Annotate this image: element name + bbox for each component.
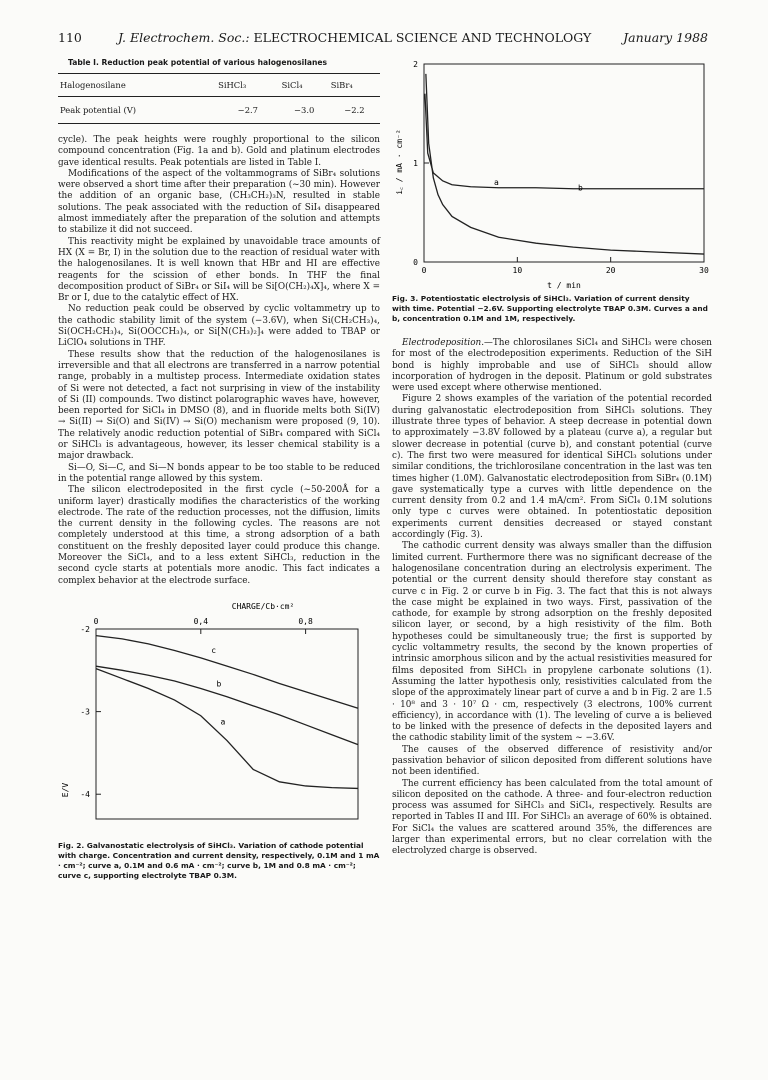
journal-title (118, 30, 591, 45)
fig2-curve-label: b (216, 679, 222, 689)
table1-caption: Table I. Reduction peak potential of various halogenosilanes (68, 58, 328, 67)
fig3-y-axis-label: i꜀ / mA · cm⁻² (395, 129, 404, 195)
paragraph: cycle). The peak heights were roughly proportional to the silicon compound concentration (Fig. 1a and b). Gold and platinum electrodes gave identical results. Peak potentials are listed in Table I. (58, 135, 380, 168)
fig2-curve-b (96, 666, 358, 744)
paragraph: Figure 2 shows examples of the variation of the potential recorded during galvanostatic electrodeposition from SiHCl₃ solutions. They illustrate three types of behavior. A steep decrease in potential down to approximately −3.8V followed by a plateau (curve a), a regular but slower decrease in potential (curve b), and constant potential (curve c). The first two were measured for identical SiHCl₃ solutions under similar conditions, the trichlorosilane concentration in the last was ten times higher (1.0M). Galvanostatic electrodeposition from SiBr₄ (0.1M) gave systematically type a curves with little dependence on the current density from 0.2 and 1.4 mA/cm². From SiCl₄ 0.1M solutions only type c curves were obtained. In potentiostatic deposition experiments current densities decreased or stayed constant accordingly (Fig. 3). (392, 394, 712, 541)
fig3-y-tick-label: 1 (413, 159, 418, 168)
fig2-x-tick-label: 0,8 (298, 616, 313, 626)
running-header (58, 30, 708, 48)
fig2-curve-label: c (211, 646, 217, 656)
fig2-x-tick-label: 0 (93, 616, 99, 626)
fig2-y-tick-label: -3 (80, 707, 90, 717)
table1-cell: −2.2 (344, 105, 365, 115)
table1-header-cell: SiHCl₃ (218, 80, 247, 90)
fig2-y-tick-label: -4 (80, 790, 90, 800)
paragraph: Modifications of the aspect of the voltammograms of SiBr₄ solutions were observed a short time after their preparation (~30 min). However the addition of an organic base, (CH₃CH₂)₃N, resulted in stable solutions. The peak associated with the reduction of SiI₄ disappeared almost immediately after the preparation of the solution and attempts to stabilize it did not succeed. (58, 168, 380, 236)
fig3-y-tick-label: 0 (413, 258, 418, 267)
fig3-curve-label: a (494, 177, 499, 187)
paragraph (392, 338, 712, 394)
figure-3 (392, 52, 712, 292)
table1-row-label: Peak potential (V) (60, 105, 137, 115)
page-number: 110 (58, 30, 82, 45)
paragraph: The current efficiency has been calculated from the total amount of silicon deposited on the cathode. A three- and four-electron reduction process was assumed for SiHCl₃ and SiCl₄, respectively. Results are reported in Tables II and III. For SiHCl₃ an average of 60% is obtained. For SiCl₄ the values are scattered around 35%, the differences are larger than experimental errors, but no clear correlation with the electrolyzed charge is observed. (392, 778, 712, 857)
fig3-x-tick-label: 10 (512, 266, 523, 275)
paragraph: Si—O, Si—C, and Si—N bonds appear to be too stable to be reduced in the potential range allowed by this system. (58, 462, 380, 484)
fig3-curve-a (426, 74, 704, 254)
figure-2-chart (58, 595, 380, 835)
figure-3-chart (392, 52, 712, 292)
issue-date: January 1988 (623, 30, 708, 45)
fig3-frame (424, 64, 704, 262)
figure-2-caption: Fig. 2. Galvanostatic electrolysis of SiHCl₃. Variation of cathode potential with charge. Concentration and current density, respectively, 0.1M and 1 mA · cm⁻²; curve a, 0.1M and 0.6 mA · cm⁻²; curve b, 1M and 0.8 mA · cm⁻²; curve c, supporting electrolyte TBAP 0.3M. (58, 840, 380, 880)
fig3-curve-b (425, 94, 704, 189)
fig2-x-tick-label: 0,4 (193, 616, 209, 626)
table1-row (58, 97, 380, 124)
right-body-text (392, 338, 712, 858)
right-column (392, 52, 712, 858)
fig3-x-tick-label: 0 (421, 266, 427, 275)
figure-2 (58, 595, 380, 910)
fig2-curve-label: a (220, 717, 226, 727)
paragraph: The causes of the observed difference of resistivity and/or passivation behavior of silicon deposited from different solutions have not been identified. (392, 744, 712, 778)
fig2-y-tick-label: -2 (80, 624, 90, 634)
paragraph: The cathodic current density was always smaller than the diffusion limited current. Furthermore there was no significant decrease of the halogenosilane concentration during an electrolysis experiment. The potential or the current density should therefore stay constant as curve c in Fig. 2 or curve b in Fig. 3. The fact that this is not always the case might be explained in two ways. First, passivation of the cathode, for example by strong adsorption on the freshly deposited silicon layer, or second, by a high resistivity of the film. Both hypotheses could be simultaneously true; the first is supported by cyclic voltammetry results, the second by the known properties of intrinsic amorphous silicon and by the actual resistivities measured for films deposited from SiHCl₃ in propylene carbonate solutions (1). Assuming the latter hypothesis only, resistivities calculated from the slope of the approximately linear part of curve a and b in Fig. 2 are 1.5 · 10⁸ and 3 · 10⁷ Ω · cm, respectively (3 electrons, 100% current efficiency), in accordance with (1). The leveling of curve a is believed to be linked with the presence of defects in the deposited layers and the cathodic stability limit of the system ~ −3.6V. (392, 541, 712, 744)
fig3-x-tick-label: 30 (699, 266, 709, 275)
table1-header-row (58, 74, 380, 97)
paragraph-text: —The chlorosilanes SiCl₄ and SiHCl₃ were chosen for most of the electrodeposition experiments. Reduction of the SiH bond is highly improbable and use of SiHCl₃ should allow incorporation of hydrogen in the deposit. Platinum or gold substrates were used except where otherwise mentioned. (392, 338, 712, 394)
journal-prefix: J. Electrochem. Soc.: (118, 30, 250, 45)
section-lead: Electrodeposition. (402, 338, 485, 348)
table1-cell: −3.0 (294, 105, 315, 115)
table1 (58, 73, 380, 124)
paragraph: The silicon electrodeposited in the first cycle (~50-200Å for a uniform layer) drastically modifies the characteristics of the working electrode. The rate of the reduction processes, not the diffusion, limits the current density in the following cycles. The reasons are not completely understood at this time, a strong adsorption of a bath constituent on the freshly deposited layer could produce this change. Moreover the SiCl₄, and to a less extent SiHCl₃, reduction in the second cycle starts at potentials more anodic. This fact indicates a complex behavior at the electrode surface. (58, 485, 380, 586)
fig3-x-axis-label: t / min (547, 281, 581, 290)
table1-header-cell: Halogenosilane (60, 80, 126, 90)
fig2-top-axis-label: CHARGE/Cb·cm² (231, 601, 295, 611)
table1-cell: −2.7 (237, 105, 259, 115)
fig2-curve-a (96, 669, 358, 789)
fig3-curve-label: b (578, 183, 583, 193)
journal-section: ELECTROCHEMICAL SCIENCE AND TECHNOLOGY (253, 30, 592, 45)
left-column (58, 52, 380, 910)
table1-header-cell: SiCl₄ (281, 80, 303, 90)
paragraph: No reduction peak could be observed by cyclic voltammetry up to the cathodic stability limit of the system (−3.6V), when Si(CH₂CH₃)₄, Si(OCH₂CH₃)₄, Si(OOCCH₃)₄, or Si[N(CH₃)₂]₄ were added to TBAP or LiClO₄ solutions in THF. (58, 304, 380, 349)
fig2-frame (96, 629, 358, 819)
paragraph: These results show that the reduction of the halogenosilanes is irreversible and that all electrons are transferred in a narrow potential range, probably in a multistep process. Intermediate oxidation states of Si were not detected, a fact not surprising in view of the instability of Si (II) compounds. Two distinct polarographic waves have, however, been reported for SiCl₄ in DMSO (8), and in fluoride melts both Si(IV) → Si(II) → Si(O) and Si(IV) → Si(O) mechanism were proposed (9, 10). The relatively anodic reduction potential of SiBr₄ compared with SiCl₄ or SiHCl₃ is advantageous, however, its lesser chemical stability is a major drawback. (58, 349, 380, 462)
fig2-y-axis-label: E/V (61, 782, 70, 798)
table1-header-cell: SiBr₄ (330, 80, 353, 90)
fig3-y-tick-label: 2 (413, 60, 418, 69)
fig3-x-tick-label: 20 (605, 266, 616, 275)
paragraph: This reactivity might be explained by unavoidable trace amounts of HX (X = Br, I) in the solution due to the reaction of residual water with the halogenosilanes. It is well known that HBr and HI are effective reagents for the scission of ether bonds. In THF the final decomposition product of SiBr₄ or SiI₄ will be Si[O(CH₂)₄X]₄, where X = Br or I, due to the catalytic effect of HX. (58, 236, 380, 304)
left-body-text (58, 135, 380, 587)
figure-3-caption: Fig. 3. Potentiostatic electrolysis of SiHCl₃. Variation of current density with time. Potential −2.6V. Supporting electrolyte TBAP 0.3M. Curves a and b, concentration 0.1M and 1M, respectively. (392, 294, 708, 323)
